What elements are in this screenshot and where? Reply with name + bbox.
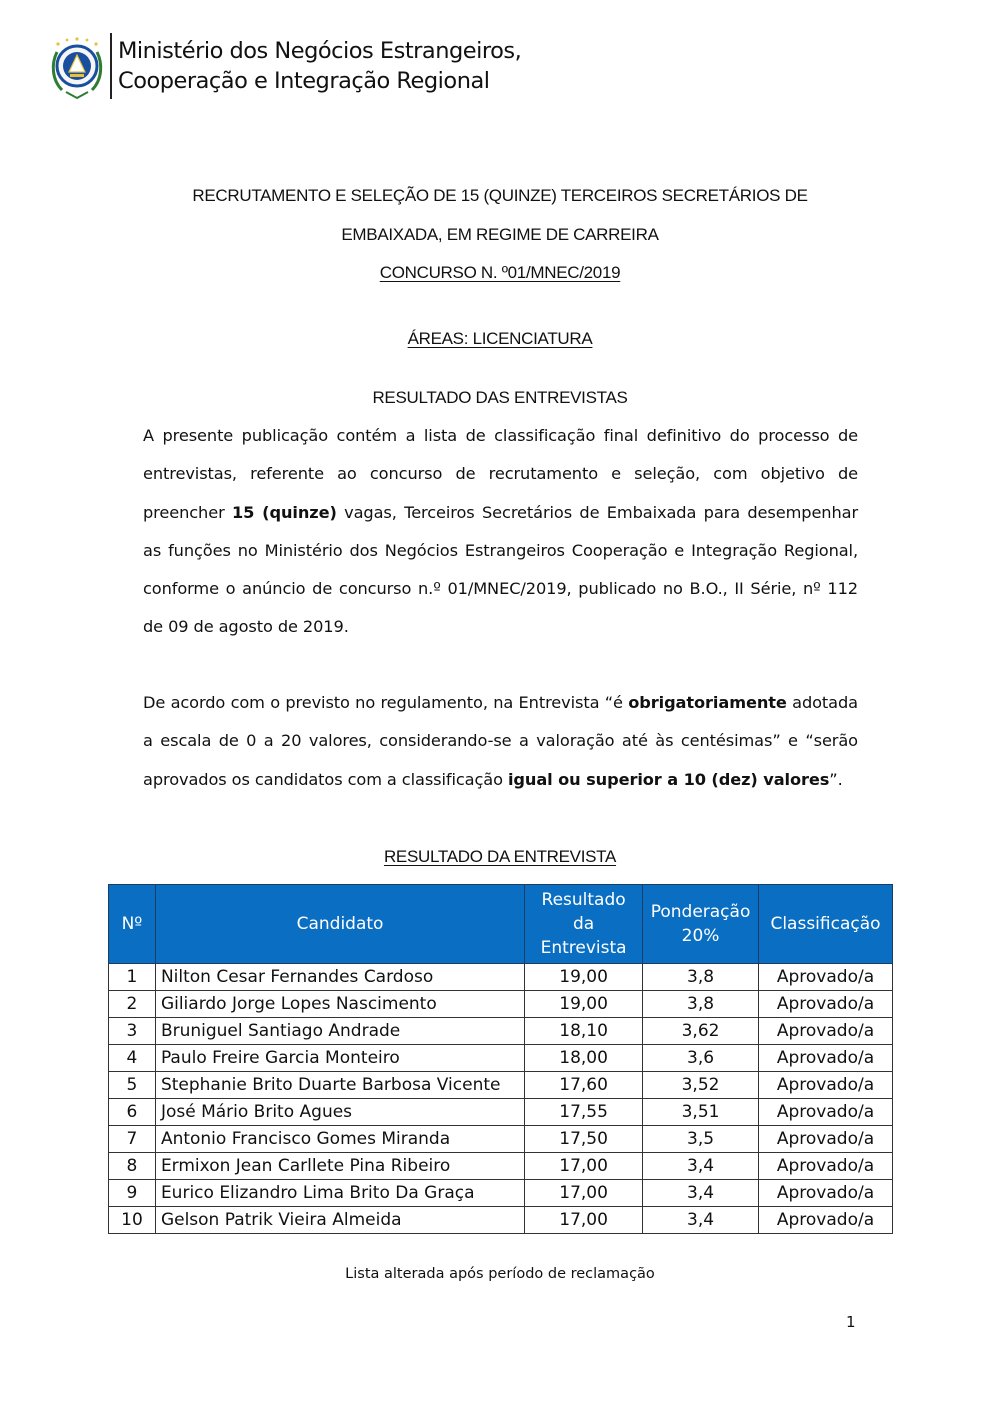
cell-status: Aprovado/a — [759, 1099, 893, 1126]
cell-score: 18,00 — [525, 1045, 643, 1072]
cell-num: 7 — [109, 1126, 156, 1153]
cell-name: Giliardo Jorge Lopes Nascimento — [155, 991, 524, 1018]
header-result-line-3: Entrevista — [540, 938, 627, 958]
cell-weight: 3,4 — [643, 1207, 759, 1234]
cell-score: 17,55 — [525, 1099, 643, 1126]
header-weight — [643, 885, 759, 964]
cell-name: Stephanie Brito Duarte Barbosa Vicente — [155, 1072, 524, 1099]
cell-name: Ermixon Jean Carllete Pina Ribeiro — [155, 1153, 524, 1180]
header-result-line-2: da — [573, 914, 595, 934]
cell-num: 1 — [109, 964, 156, 991]
cell-num: 8 — [109, 1153, 156, 1180]
results-heading: RESULTADO DAS ENTREVISTAS — [372, 388, 628, 407]
header-divider — [110, 33, 112, 99]
cell-weight: 3,62 — [643, 1018, 759, 1045]
intro-text-2: vagas, Terceiros Secretários de Embaixada para desempenhar as funções no Ministério dos Negócios Estrangeiros Cooperação e Integração Regional, conforme o anúncio de concurso n.º 01/MNEC/2019, publicado no B.O., II Série, nº 112 de 09 de agosto de 2019. — [143, 502, 859, 637]
cell-status: Aprovado/a — [759, 964, 893, 991]
areas-heading — [100, 329, 900, 349]
cell-name: Nilton Cesar Fernandes Cardoso — [155, 964, 524, 991]
cell-score: 17,50 — [525, 1126, 643, 1153]
table-heading — [100, 847, 900, 867]
header-result — [525, 885, 643, 964]
table-row — [109, 991, 893, 1018]
ministry-line-2: Cooperação e Integração Regional — [118, 68, 490, 94]
cell-status: Aprovado/a — [759, 1180, 893, 1207]
cell-num: 2 — [109, 991, 156, 1018]
cell-weight: 3,5 — [643, 1126, 759, 1153]
cell-status: Aprovado/a — [759, 1207, 893, 1234]
cell-weight: 3,4 — [643, 1153, 759, 1180]
table-heading-text: RESULTADO DA ENTREVISTA — [383, 847, 617, 866]
page-number: 1 — [846, 1313, 856, 1331]
vacancy-count: 15 (quinze) — [232, 502, 337, 522]
regulation-text-2: adotada a escala de 0 a 20 valores, considerando-se a valoração até às centésimas” e “serão aprovados os candidatos com a classificação — [143, 693, 858, 789]
table-row — [109, 1018, 893, 1045]
cell-weight: 3,52 — [643, 1072, 759, 1099]
cell-name: José Mário Brito Agues — [155, 1099, 524, 1126]
cell-status: Aprovado/a — [759, 1072, 893, 1099]
cell-status: Aprovado/a — [759, 1153, 893, 1180]
title-line-1: RECRUTAMENTO E SELEÇÃO DE 15 (QUINZE) TERCEIROS SECRETÁRIOS DE — [192, 186, 808, 205]
cell-name: Antonio Francisco Gomes Miranda — [155, 1126, 524, 1153]
regulation-text-1: De acordo com o previsto no regulamento, na Entrevista “é — [143, 693, 629, 712]
ministry-name — [118, 36, 521, 96]
contest-number — [100, 263, 900, 283]
footnote: Lista alterada após período de reclamação — [345, 1266, 655, 1282]
coat-of-arms-icon — [48, 28, 106, 104]
regulation-text-3: ”. — [829, 769, 843, 789]
cell-num: 9 — [109, 1180, 156, 1207]
results-table — [108, 884, 893, 1234]
areas-heading-text: ÁREAS: LICENCIATURA — [407, 329, 593, 348]
cell-name: Paulo Freire Garcia Monteiro — [155, 1045, 524, 1072]
table-header-row — [109, 885, 893, 964]
header-weight-line-2: 20% — [681, 926, 720, 946]
cell-num: 4 — [109, 1045, 156, 1072]
cell-num: 3 — [109, 1018, 156, 1045]
cell-score: 18,10 — [525, 1018, 643, 1045]
table-row — [109, 1180, 893, 1207]
cell-weight: 3,8 — [643, 964, 759, 991]
table-row — [109, 964, 893, 991]
regulation-bold-1: obrigatoriamente — [628, 693, 787, 712]
table-row — [109, 1126, 893, 1153]
contest-number-text: CONCURSO N. º01/MNEC/2019 — [379, 263, 621, 282]
intro-text-1: A presente publicação contém a lista de classificação final definitivo do processo de entrevistas, referente ao concurso de recrutamento e seleção, com objetivo de preencher — [143, 426, 858, 522]
header-weight-line-1: Ponderação — [650, 902, 751, 922]
table-row — [109, 1072, 893, 1099]
cell-num: 6 — [109, 1099, 156, 1126]
cell-status: Aprovado/a — [759, 1126, 893, 1153]
header-candidate: Candidato — [155, 885, 524, 964]
cell-weight: 3,6 — [643, 1045, 759, 1072]
header-result-line-1: Resultado — [541, 890, 626, 910]
title-line-2: EMBAIXADA, EM REGIME DE CARREIRA — [341, 225, 659, 244]
cell-name: Bruniguel Santiago Andrade — [155, 1018, 524, 1045]
cell-score: 19,00 — [525, 964, 643, 991]
cell-weight: 3,51 — [643, 1099, 759, 1126]
header-num: Nº — [109, 885, 156, 964]
ministry-line-1: Ministério dos Negócios Estrangeiros, — [118, 38, 522, 64]
table-row — [109, 1045, 893, 1072]
cell-score: 17,00 — [525, 1153, 643, 1180]
cell-status: Aprovado/a — [759, 1045, 893, 1072]
cell-num: 10 — [109, 1207, 156, 1234]
regulation-paragraph — [143, 684, 858, 799]
cell-score: 17,60 — [525, 1072, 643, 1099]
cell-weight: 3,8 — [643, 991, 759, 1018]
cell-status: Aprovado/a — [759, 991, 893, 1018]
cell-weight: 3,4 — [643, 1180, 759, 1207]
cell-score: 19,00 — [525, 991, 643, 1018]
table-row — [109, 1153, 893, 1180]
cell-score: 17,00 — [525, 1180, 643, 1207]
cell-num: 5 — [109, 1072, 156, 1099]
cell-status: Aprovado/a — [759, 1018, 893, 1045]
cell-name: Gelson Patrik Vieira Almeida — [155, 1207, 524, 1234]
table-row — [109, 1099, 893, 1126]
regulation-bold-2: igual ou superior a 10 (dez) valores — [507, 769, 830, 789]
letterhead — [48, 28, 521, 104]
cell-name: Eurico Elizandro Lima Brito Da Graça — [155, 1180, 524, 1207]
header-classification: Classificação — [759, 885, 893, 964]
table-row — [109, 1207, 893, 1234]
cell-score: 17,00 — [525, 1207, 643, 1234]
intro-paragraph — [143, 417, 858, 647]
